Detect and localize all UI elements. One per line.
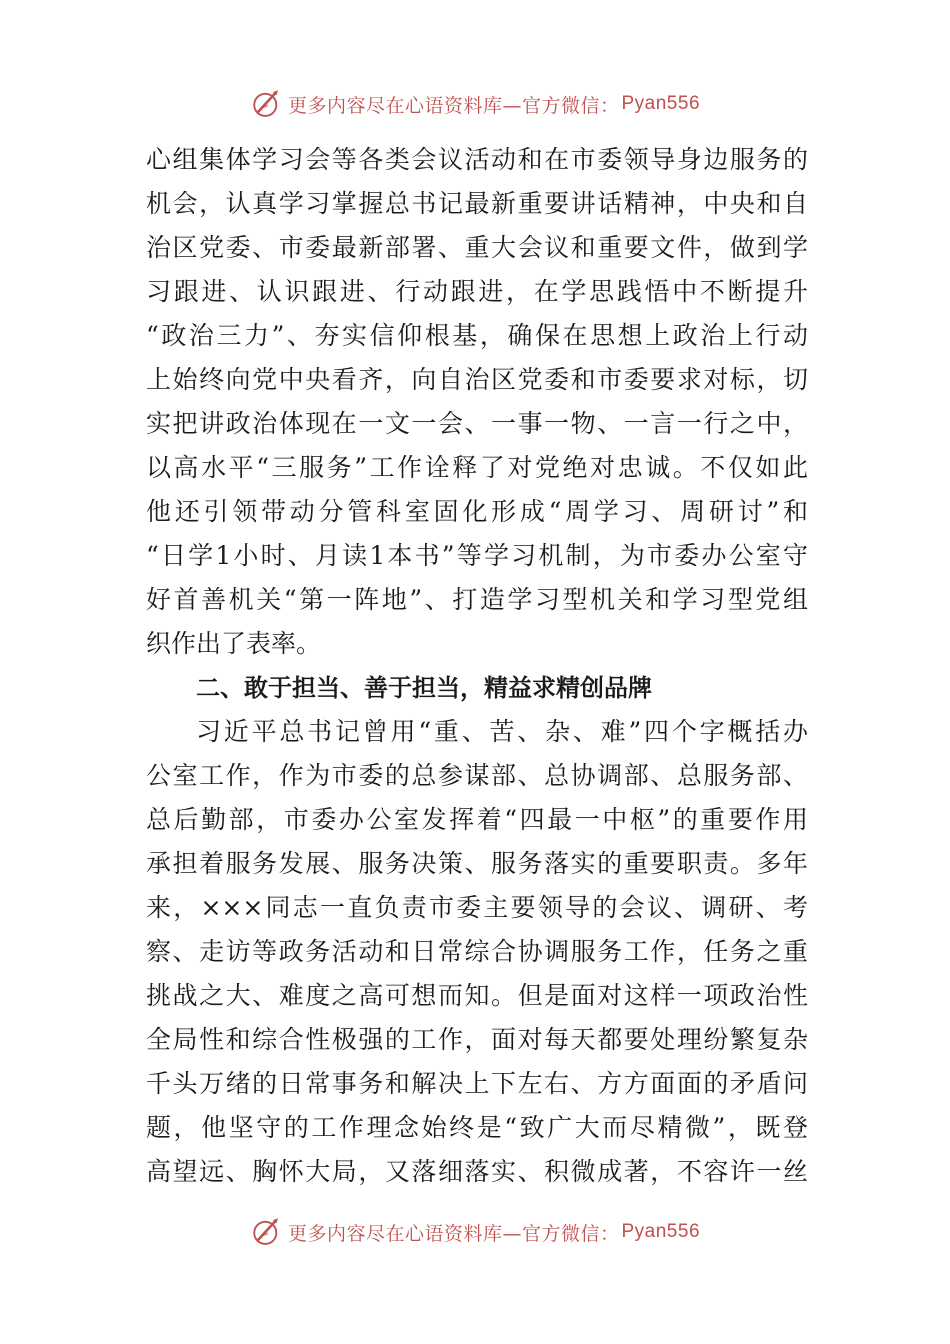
text-line: 机会，认真学习掌握总书记最新重要讲话精神，中央和自 xyxy=(146,189,808,218)
text-line: 上始终向党中央看齐，向自治区党委和市委要求对标，切 xyxy=(146,365,808,394)
text-line: 习近平总书记曾用“重、苦、杂、难”四个字概括办 xyxy=(196,717,808,746)
text-line: “日学1小时、月读1本书”等学习机制，为市委办公室守 xyxy=(146,541,808,570)
text-line: 好首善机关“第一阵地”、打造学习型机关和学习型党组 xyxy=(146,585,808,614)
text-line: 题，他坚守的工作理念始终是“致广大而尽精微”，既登 xyxy=(146,1113,808,1142)
text-line: 高望远、胸怀大局，又落细落实、积微成著，不容许一丝 xyxy=(146,1157,808,1186)
footer-watermark-banner xyxy=(0,1212,950,1252)
text-line: 实把讲政治体现在一文一会、一事一物、一言一行之中， xyxy=(146,409,808,438)
text-line: 公室工作，作为市委的总参谋部、总协调部、总服务部、 xyxy=(146,761,808,790)
text-line: 以高水平“三服务”工作诠释了对党绝对忠诚。不仅如此 xyxy=(146,453,808,482)
document-body xyxy=(146,138,808,1194)
header-watermark-banner xyxy=(0,84,950,124)
text-line: 织作出了表率。 xyxy=(146,629,322,658)
text-line: 承担着服务发展、服务决策、服务落实的重要职责。多年 xyxy=(146,849,808,878)
text-line: 察、走访等政务活动和日常综合协调服务工作，任务之重 xyxy=(146,937,808,966)
text-line: 来，×××同志一直负责市委主要领导的会议、调研、考 xyxy=(146,893,808,922)
text-line: 全局性和综合性极强的工作，面对每天都要处理纷繁复杂 xyxy=(146,1025,808,1054)
text-line: 挑战之大、难度之高可想而知。但是面对这样一项政治性 xyxy=(146,981,808,1010)
text-line: 千头万绪的日常事务和解决上下左右、方方面面的矛盾问 xyxy=(146,1069,808,1098)
text-line: 心组集体学习会等各类会议活动和在市委领导身边服务的 xyxy=(146,145,808,174)
text-line: 总后勤部，市委办公室发挥着“四最一中枢”的重要作用 xyxy=(146,805,808,834)
watermark-text: 更多内容尽在心语资料库—官方微信： xyxy=(287,1222,620,1245)
pen-circle-logo-icon xyxy=(250,87,284,121)
text-line: “政治三力”、夯实信仰根基，确保在思想上政治上行动 xyxy=(146,321,808,350)
watermark-text: 更多内容尽在心语资料库—官方微信： xyxy=(287,94,620,117)
text-line: 他还引领带动分管科室固化形成“周学习、周研讨”和 xyxy=(146,497,808,526)
pen-circle-logo-icon xyxy=(250,1215,284,1249)
text-line: 治区党委、市委最新部署、重大会议和重要文件，做到学 xyxy=(146,233,808,262)
wechat-id: Pyan556 xyxy=(621,1221,701,1242)
text-line: 习跟进、认识跟进、行动跟进，在学思践悟中不断提升 xyxy=(146,277,808,306)
wechat-id: Pyan556 xyxy=(621,93,701,114)
section-heading: 二、敢于担当、善于担当，精益求精创品牌 xyxy=(196,674,652,702)
